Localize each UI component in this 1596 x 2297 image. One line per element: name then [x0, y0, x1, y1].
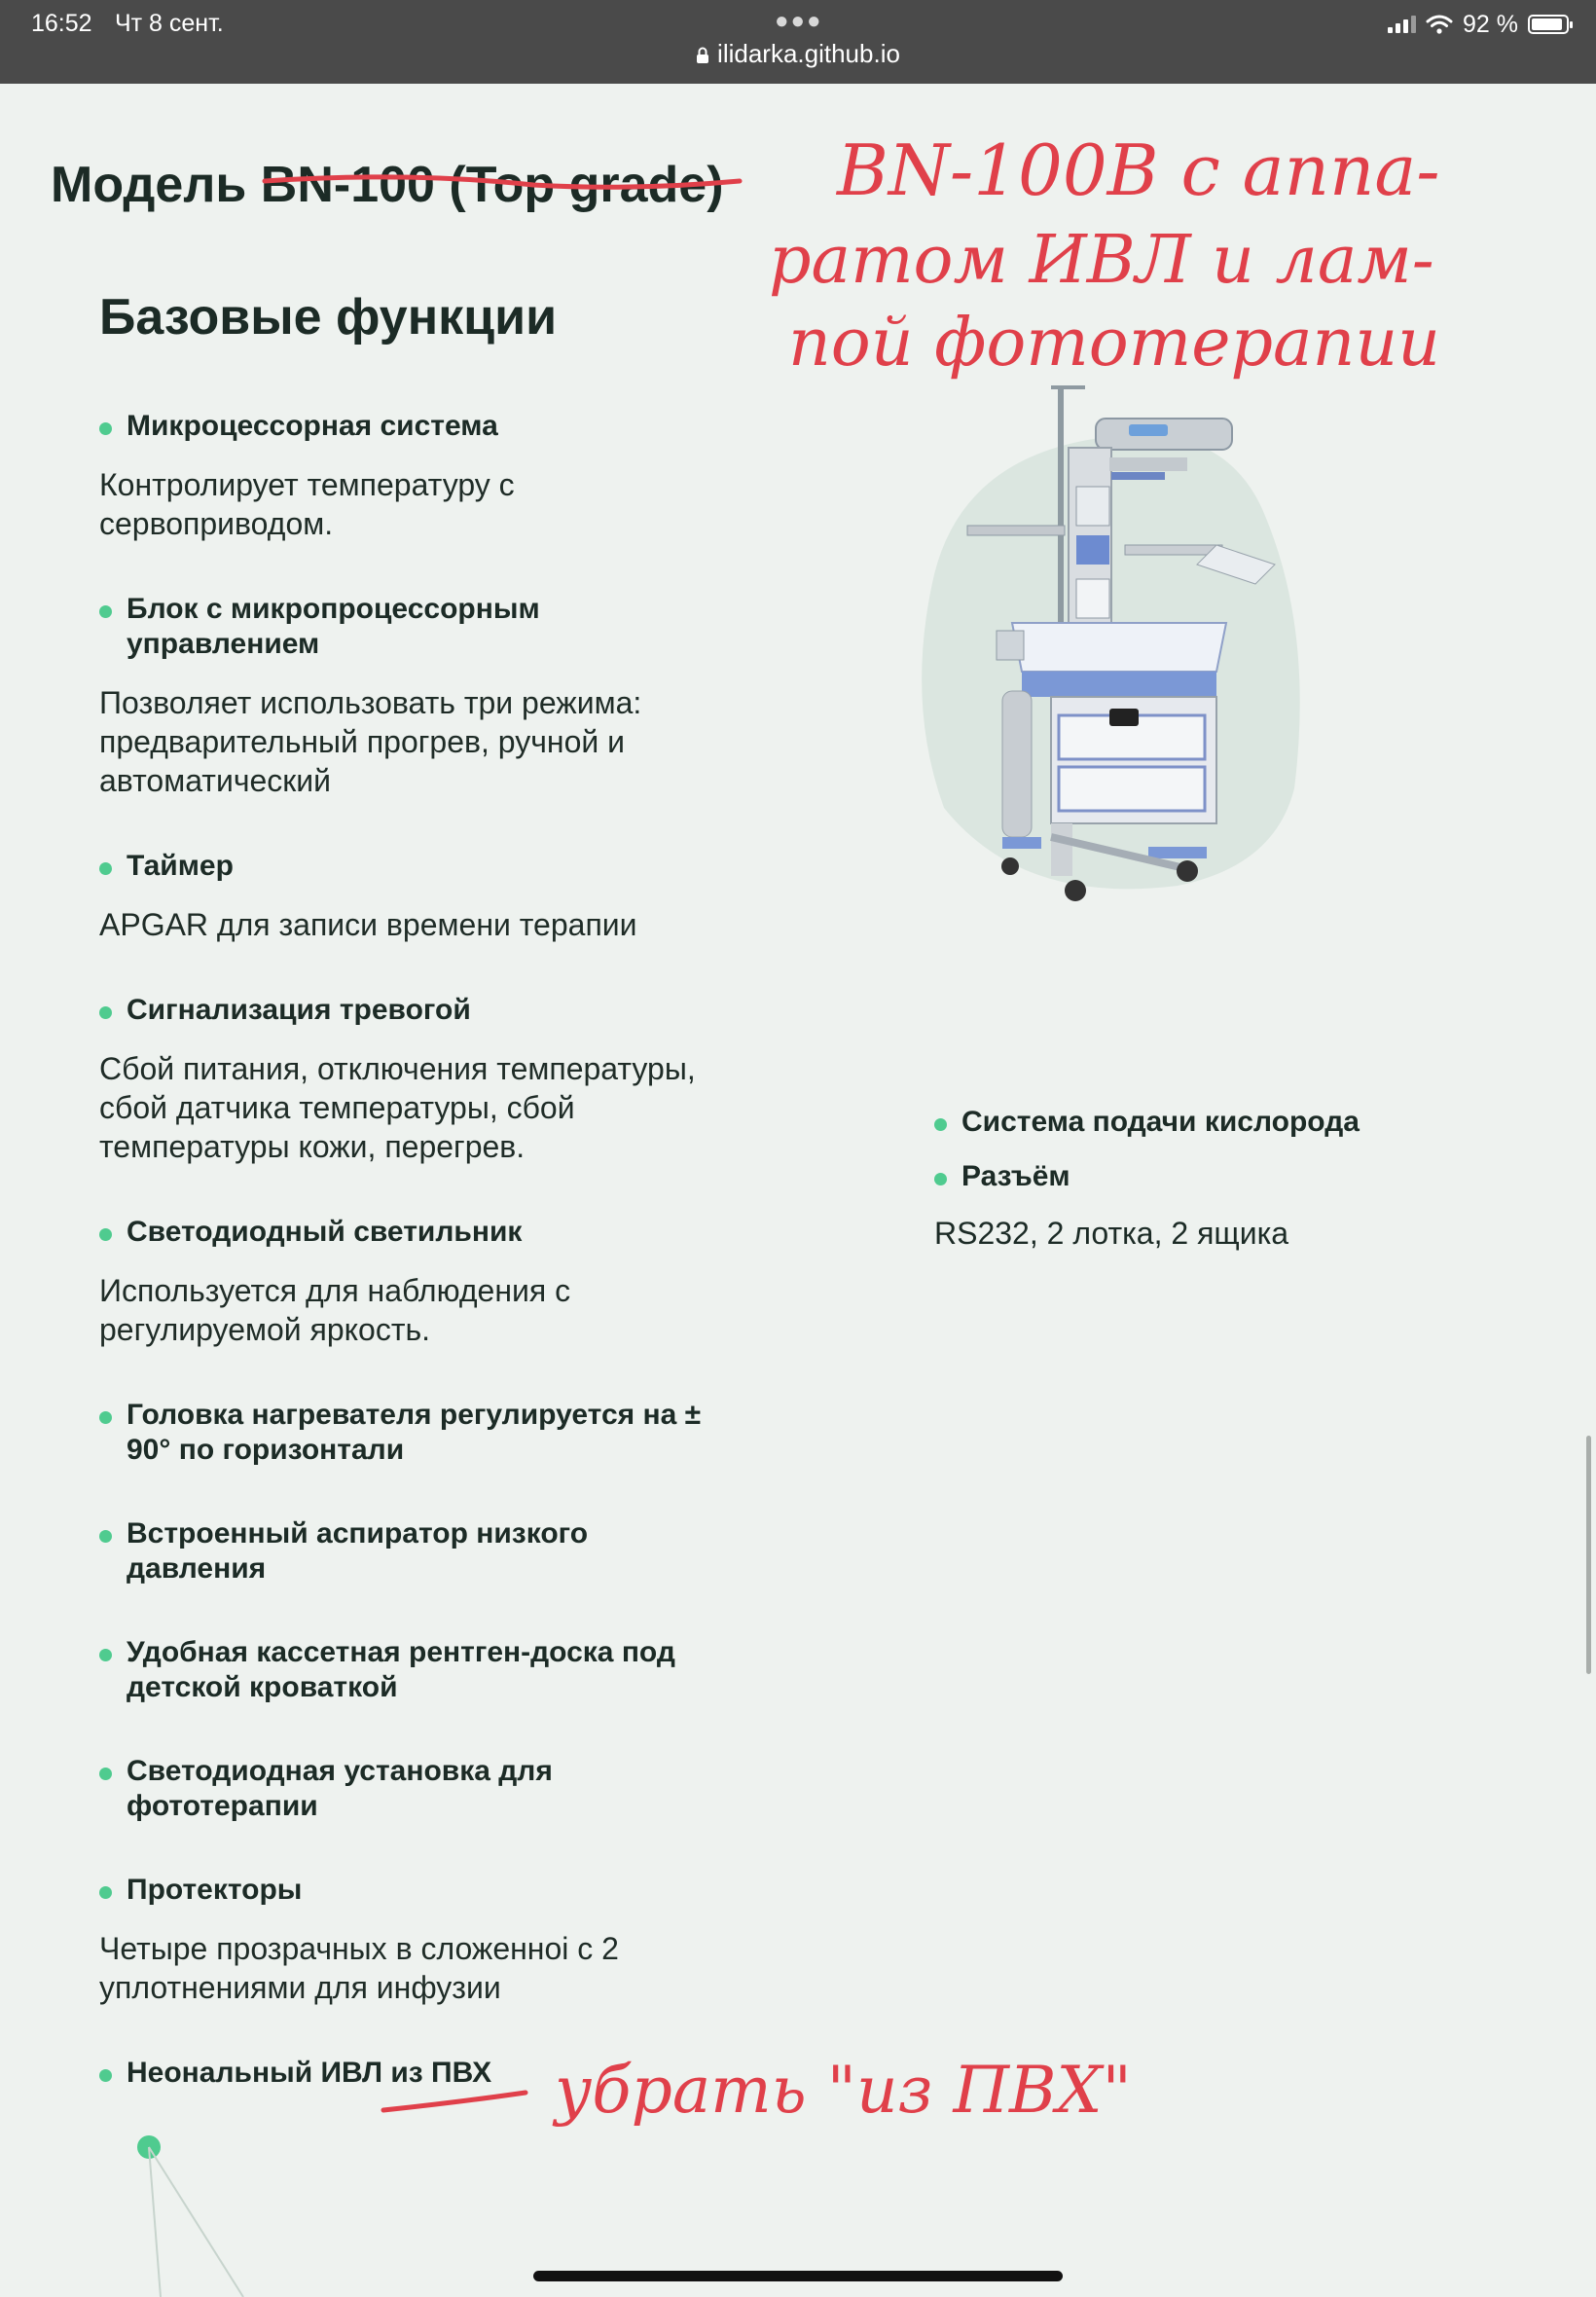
section-title: Базовые функции: [99, 289, 558, 346]
feature-title-connector: Разъём: [934, 1159, 1479, 1194]
feature-title: Неональный ИВЛ из ПВХ: [99, 2056, 722, 2091]
feature-title: Протекторы: [99, 1873, 722, 1908]
feature-item: [99, 993, 722, 1166]
address-bar[interactable]: [0, 39, 1596, 69]
feature-desc: Контролирует температуру с сервоприводом.: [99, 467, 515, 541]
feature-title: Головка нагревателя регулируется на ± 90° по горизонтали: [99, 1398, 722, 1468]
feature-title: Удобная кассетная рентген-доска под детской кроваткой: [99, 1635, 722, 1705]
decor-lines: [97, 2141, 292, 2297]
model-prefix: Модель: [51, 157, 261, 213]
feature-title: Таймер: [99, 849, 722, 884]
tab-dots-icon[interactable]: ●●●: [775, 8, 823, 34]
feature-desc: Сбой питания, отключения температуры, сбой датчика температуры, сбой температуры кожи, перегрев.: [99, 1051, 696, 1164]
feature-item: [99, 592, 722, 800]
feature-title: Встроенный аспиратор низкого давления: [99, 1516, 722, 1586]
lock-icon: [696, 47, 709, 64]
feature-item: [99, 1635, 722, 1705]
feature-title-oxygen: Система подачи кислорода: [934, 1105, 1479, 1140]
feature-item: [99, 1754, 722, 1824]
right-feature-list: [934, 1105, 1479, 1253]
scrollbar[interactable]: [1586, 1436, 1591, 1674]
url-text: ilidarka.github.io: [717, 39, 900, 68]
annotation-line-3: пой фототерапии: [788, 305, 1440, 382]
feature-item: [99, 1516, 722, 1586]
model-suffix: ): [707, 157, 724, 213]
feature-item: [99, 1873, 722, 2007]
feature-title: Сигнализация тревогой: [99, 993, 722, 1028]
model-title: [51, 156, 724, 214]
annotation-line-1: BN-100B с аппа-: [837, 129, 1440, 211]
feature-item: [99, 849, 722, 944]
feature-item: [99, 1215, 722, 1349]
model-struck-text: BN-100 (Top grade: [260, 157, 707, 213]
battery-percent: 92 %: [1463, 10, 1518, 38]
battery-icon: [1528, 15, 1569, 34]
wifi-icon: [1426, 15, 1453, 34]
status-time: 16:52: [31, 10, 92, 37]
feature-item: [99, 2056, 722, 2091]
feature-desc: Позволяет использовать три режима: предварительный прогрев, ручной и автоматический: [99, 685, 642, 798]
handwritten-annotation: [749, 117, 1528, 389]
annotation-line-2: ратом ИВЛ и лам-: [769, 222, 1434, 299]
signal-icon: [1388, 16, 1416, 33]
browser-status-bar: [0, 0, 1596, 84]
infant-warmer-image: [905, 380, 1392, 925]
feature-desc: Используется для наблюдения с регулируемой яркость.: [99, 1273, 571, 1347]
status-indicators: [1388, 10, 1569, 39]
feature-title: Светодиодная установка для фототерапии: [99, 1754, 722, 1824]
feature-item: [99, 409, 722, 543]
feature-desc-connector: RS232, 2 лотка, 2 ящика: [934, 1216, 1289, 1251]
home-indicator[interactable]: [533, 2271, 1063, 2281]
feature-title: Микроцессорная система: [99, 409, 722, 444]
feature-item: [99, 1398, 722, 1468]
feature-list: [99, 409, 722, 2139]
feature-title: Блок с микропроцессорным управлением: [99, 592, 722, 662]
feature-title: Светодиодный светильник: [99, 1215, 722, 1250]
battery-fill: [1532, 18, 1562, 30]
feature-desc: APGAR для записи времени терапии: [99, 907, 637, 942]
status-date: Чт 8 сент.: [115, 10, 224, 37]
remove-note: убрать "из ПВХ": [555, 2053, 1132, 2128]
feature-desc: Четыре прозрачных в сложенноі с 2 уплотнениями для инфузии: [99, 1931, 619, 2005]
